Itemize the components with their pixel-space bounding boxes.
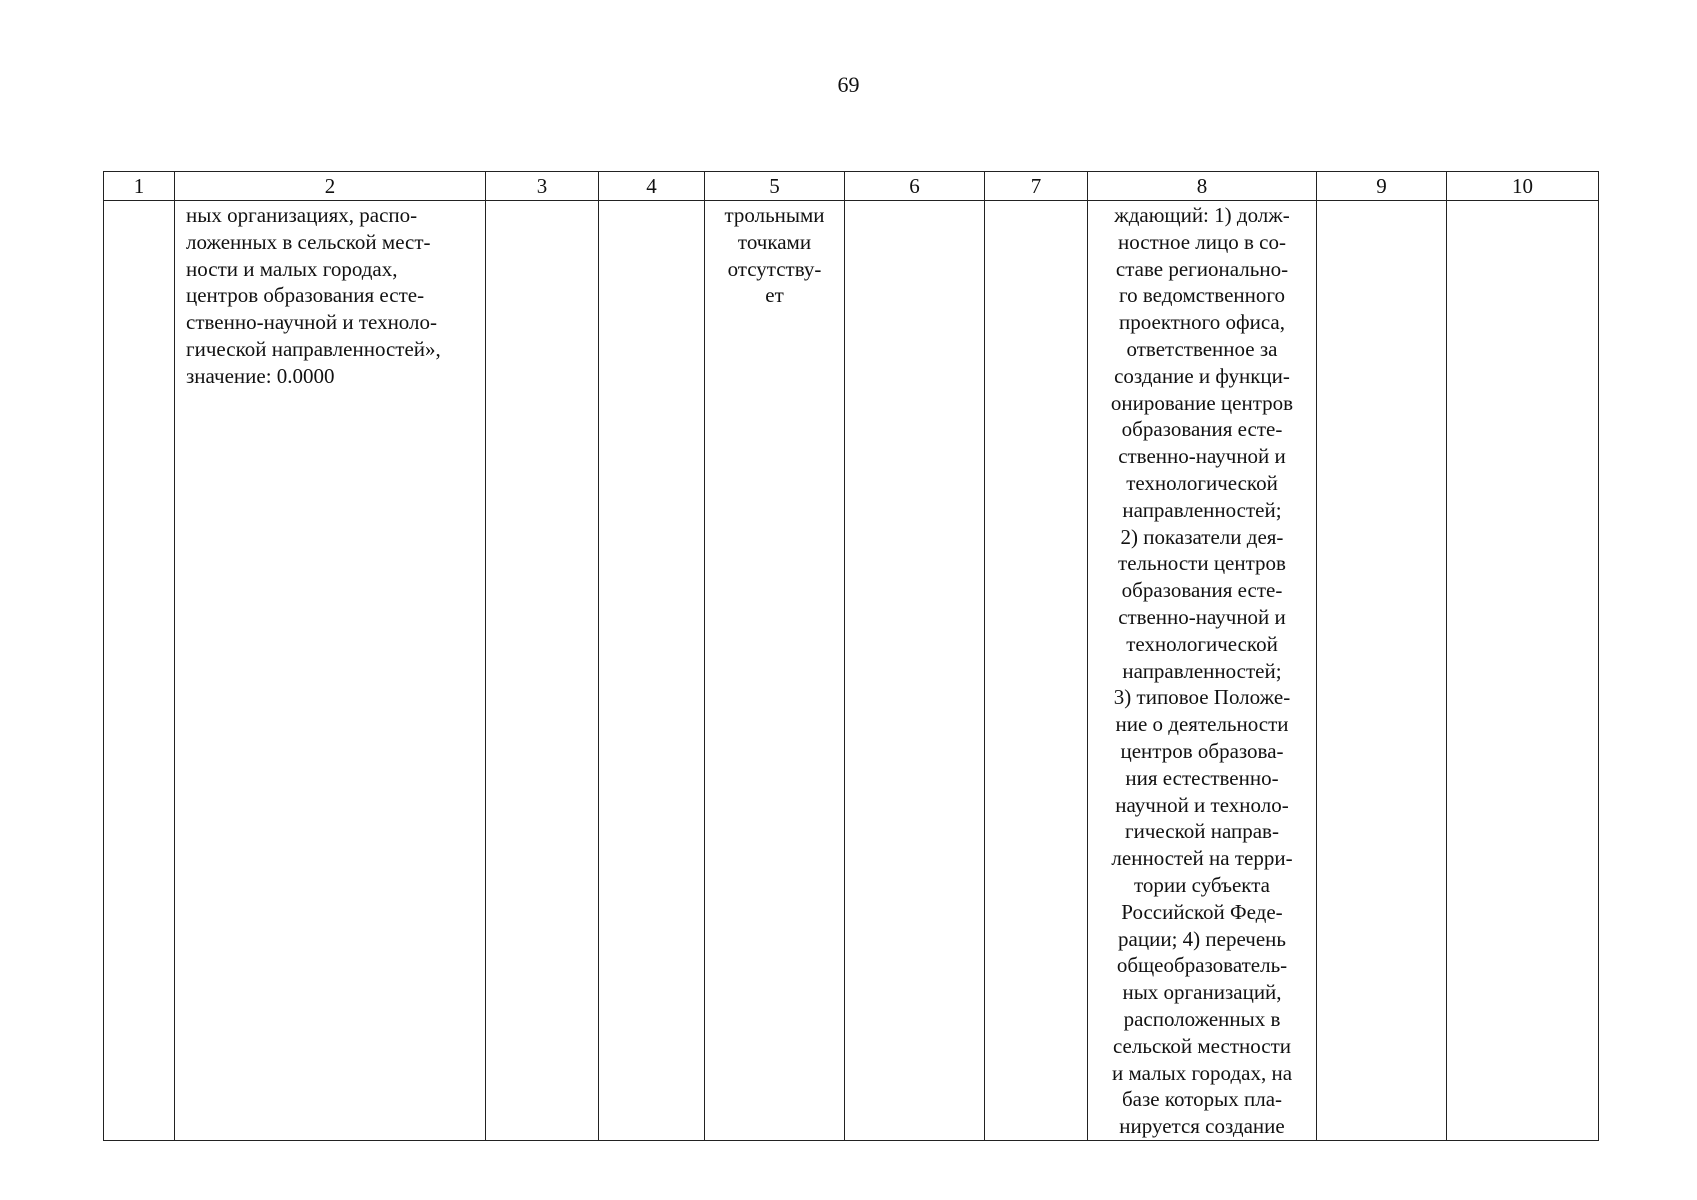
cell-text-col-1: [104, 201, 174, 202]
cell-text-col-10: [1447, 201, 1598, 202]
cell-text-col-2: ных организациях, распо- ложенных в сельской мест- ности и малых городах, центров образования есте- ственно-научной и техноло- гической направленностей», значение: 0.0000: [186, 203, 441, 388]
table-cell-col-3: [486, 201, 599, 1141]
document-table: [103, 171, 1599, 1141]
cell-text-col-3: [486, 201, 598, 202]
cell-text-col-5: трольными точками отсутству- ет: [724, 203, 825, 308]
column-header-5: 5: [705, 172, 845, 201]
table-cell-col-5: [705, 201, 845, 1141]
column-header-8: 8: [1088, 172, 1317, 201]
column-header-1: 1: [104, 172, 175, 201]
cell-text-col-6: [845, 201, 984, 202]
column-header-4: 4: [599, 172, 705, 201]
page-number: 69: [837, 72, 860, 97]
table-cell-col-1: [104, 201, 175, 1141]
cell-text-col-9: [1317, 201, 1446, 202]
header-row: [104, 172, 1599, 201]
table-cell-col-9: [1317, 201, 1447, 1141]
column-header-9: 9: [1317, 172, 1447, 201]
cell-text-col-8: ждающий: 1) долж- ностное лицо в со- ставе регионально- го ведомственного проектного офиса, ответственное за создание и функци- онирование центров образования есте- ственно-научной и технологической направленностей; 2) показатели дея- тельности центров образования есте- ственно-научной и технологической направленностей; 3) типовое Положе- ние о деятельности центров образова- ния естественно- научной и техноло- гической направ- ленностей на терри- тории субъекта Российской Феде- рации; 4) перечень общеобразователь- ных организаций, расположенных в сельской местности и малых городах, на базе которых пла- нируется создание: [1110, 203, 1294, 1139]
cell-text-col-4: [599, 201, 704, 202]
column-header-7: 7: [985, 172, 1088, 201]
column-header-6: 6: [845, 172, 985, 201]
cell-text-col-7: [985, 201, 1087, 202]
table-cell-col-10: [1447, 201, 1599, 1141]
table-row: [104, 201, 1599, 1141]
table-cell-col-2: [175, 201, 486, 1141]
column-header-10: 10: [1447, 172, 1599, 201]
column-header-2: 2: [175, 172, 486, 201]
column-header-3: 3: [486, 172, 599, 201]
table-cell-col-4: [599, 201, 705, 1141]
table-cell-col-6: [845, 201, 985, 1141]
table-cell-col-8: [1088, 201, 1317, 1141]
table-header: [104, 172, 1599, 201]
table-cell-col-7: [985, 201, 1088, 1141]
